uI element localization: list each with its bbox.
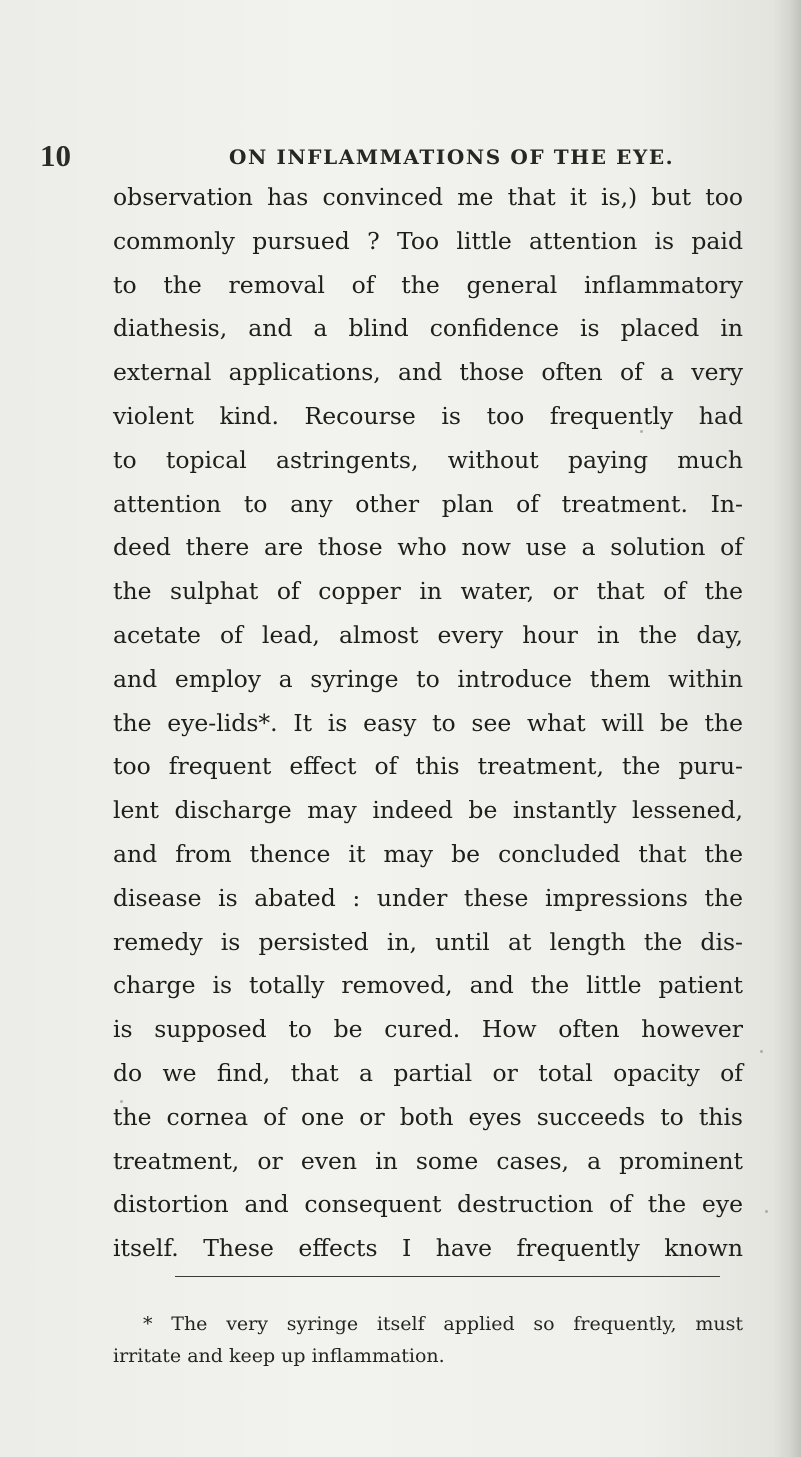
text-line: remedy is persisted in, until at length the dis-: [113, 927, 743, 956]
text-line: lent discharge may indeed be instantly lessened,: [113, 796, 743, 825]
text-line: acetate of lead, almost every hour in the day,: [113, 620, 743, 649]
running-head: [40, 138, 760, 178]
text-line: violent kind. Recourse is too frequently had: [113, 401, 743, 430]
text-line: observation has convinced me that it is,) but too: [113, 183, 743, 211]
text-line: the eye-lids*. It is easy to see what will be the: [113, 708, 743, 737]
text-line: is supposed to be cured. How often however: [113, 1015, 743, 1044]
text-line: distortion and consequent destruction of the eye: [113, 1190, 743, 1219]
paper-speck: [765, 1210, 768, 1213]
paper-speck: [640, 430, 643, 433]
text-line: charge is totally removed, and the little patient: [113, 971, 743, 1000]
text-line: itself. These effects I have frequently known: [113, 1234, 743, 1263]
footnote-line: * The very syringe itself applied so frequently, must: [143, 1313, 743, 1335]
text-line: and from thence it may be concluded that the: [113, 839, 743, 868]
text-line: do we find, that a partial or total opacity of: [113, 1058, 743, 1087]
text-line: the sulphat of copper in water, or that of the: [113, 577, 743, 606]
text-line: to topical astringents, without paying much: [113, 445, 743, 474]
body-text: [113, 176, 743, 1271]
page-number: 10: [40, 138, 71, 173]
footnote: [113, 1308, 743, 1372]
text-line: external applications, and those often of a very: [113, 358, 743, 387]
text-line: and employ a syringe to introduce them within: [113, 664, 743, 693]
page-edge-shadow: [773, 0, 801, 1457]
text-line: to the removal of the general inflammatory: [113, 270, 743, 299]
footnote-divider: [175, 1276, 720, 1277]
text-line: the cornea of one or both eyes succeeds to this: [113, 1102, 743, 1131]
text-line: deed there are those who now use a solution of: [113, 533, 743, 562]
text-line: diathesis, and a blind confidence is placed in: [113, 314, 743, 343]
running-title: ON INFLAMMATIONS OF THE EYE.: [229, 145, 675, 169]
paper-speck: [760, 1050, 763, 1053]
text-line: attention to any other plan of treatment. In-: [113, 489, 743, 518]
text-line: disease is abated : under these impressions the: [113, 883, 743, 912]
text-line: treatment, or even in some cases, a prominent: [113, 1146, 743, 1175]
paper-speck: [120, 1100, 123, 1103]
text-line: too frequent effect of this treatment, the puru-: [113, 752, 743, 781]
footnote-line: irritate and keep up inflammation.: [113, 1345, 445, 1367]
text-line: commonly pursued ? Too little attention is paid: [113, 226, 743, 255]
